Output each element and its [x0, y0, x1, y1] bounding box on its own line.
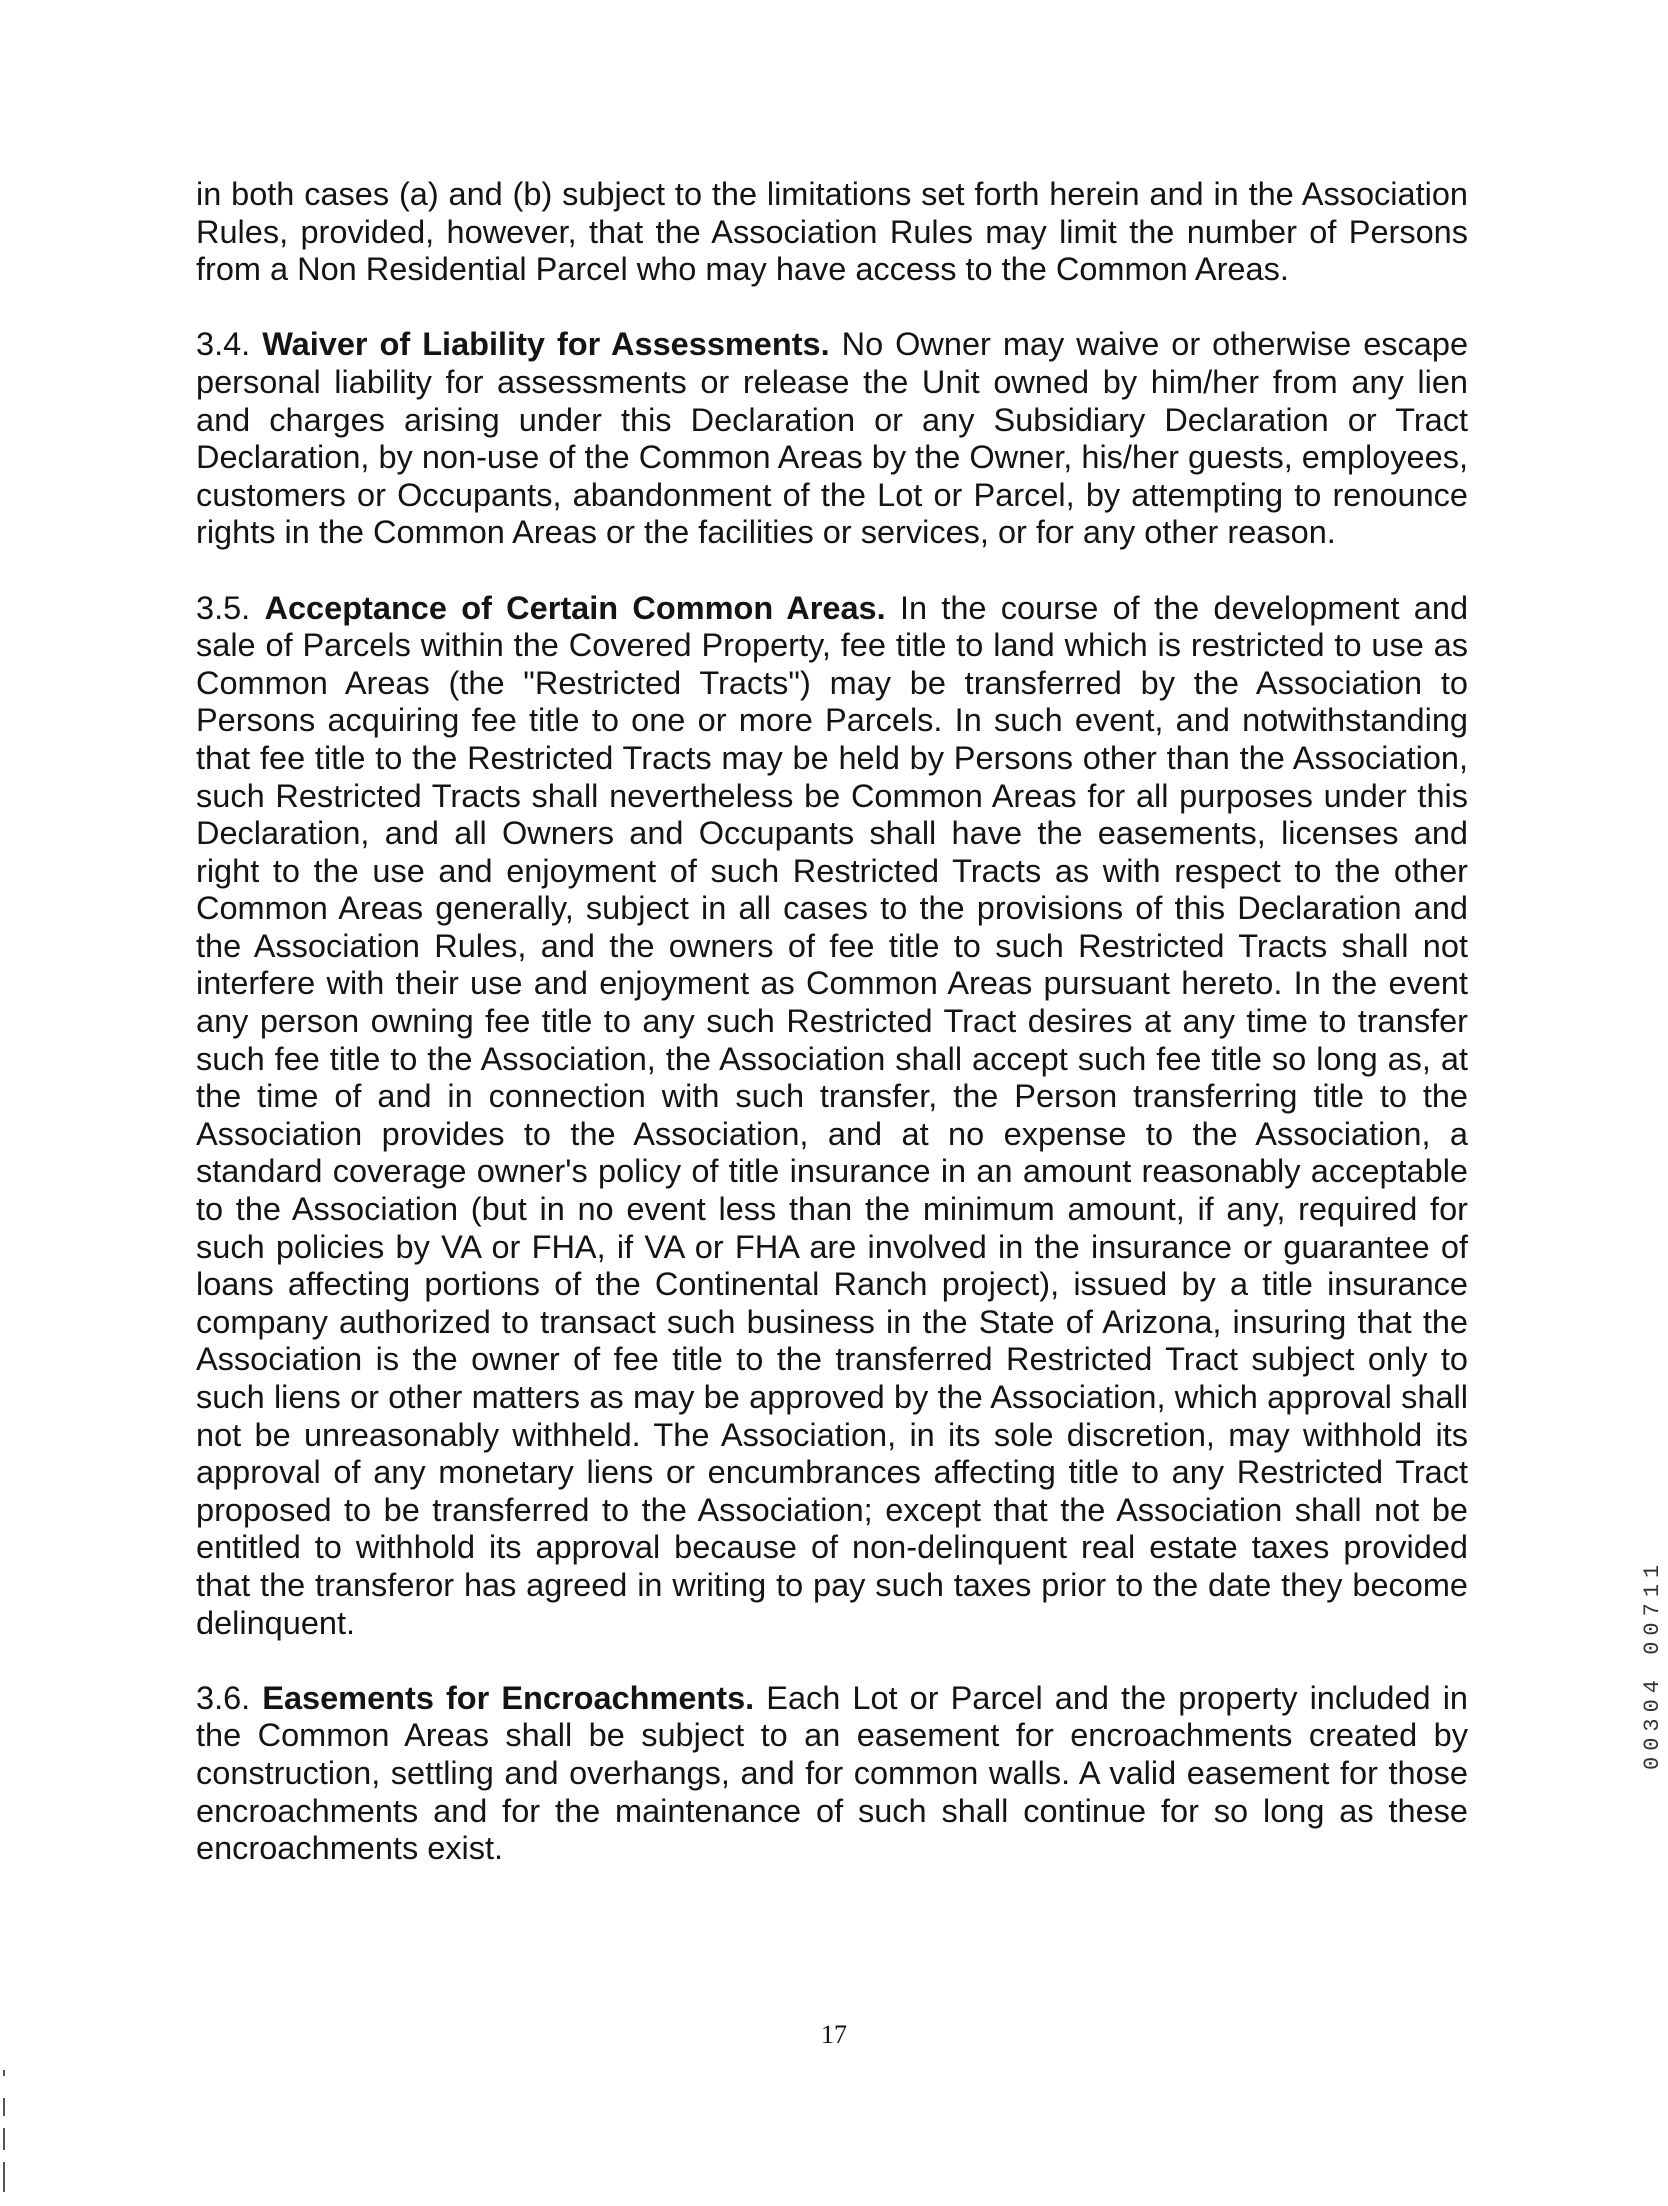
- section-3-4: [196, 326, 1468, 552]
- section-heading: Acceptance of Certain Common Areas.: [264, 589, 886, 626]
- page-number: 17: [821, 2020, 847, 2049]
- section-number: 3.6.: [196, 1679, 251, 1716]
- document-stamp: 00304 00711: [1640, 1558, 1665, 1770]
- section-3-6: [196, 1680, 1468, 1868]
- section-text: In the course of the development and sale of Parcels within the Covered Property, fee title to land which is restricted to use as Common Areas (the "Restricted Tracts") may be transferred by the Association to Persons acquiring fee title to one or more Parcels. In such event, and notwithstanding that fee title to the Restricted Tracts may be held by Persons other than the Association, such Restricted Tracts shall nevertheless be Common Areas for all purposes under this Declaration, and all Owners and Occupants shall have the easements, licenses and right to the use and enjoyment of such Restricted Tracts as with respect to the other Common Areas generally, subject in all cases to the provisions of this Declaration and the Association Rules, and the owners of fee title to such Restricted Tracts shall not interfere with their use and enjoyment as Common Areas pursuant hereto. In the event any person owning fee title to any such Restricted Tract desires at any time to transfer such fee title to the Association, the Association shall accept such fee title so long as, at the time of and in connection with such transfer, the Person transferring title to the Association provides to the Association, and at no expense to the Association, a standard coverage owner's policy of title insurance in an amount reasonably acceptable to the Association (but in no event less than the minimum amount, if any, required for such policies by VA or FHA, if VA or FHA are involved in the insurance or guarantee of loans affecting portions of the Continental Ranch project), issued by a title insurance company authorized to transact such business in the State of Arizona, insuring that the Association is the owner of fee title to the transferred Restricted Tract subject only to such liens or other matters as may be approved by the Association, which approval shall not be unreasonably withheld. The Association, in its sole discretion, may withhold its approval of any monetary liens or encumbrances affecting title to any Restricted Tract proposed to be transferred to the Association; except that the Association shall not be entitled to withhold its approval because of non-delinquent real estate taxes provided that the transferor has agreed in writing to pay such taxes prior to the date they become delinquent.: [196, 589, 1469, 1641]
- continuation-paragraph: in both cases (a) and (b) subject to the limitations set forth herein and in the Association Rules, provided, however, that the Association Rules may limit the number of Persons from a Non Residential Parcel who may have access to the Common Areas.: [196, 176, 1468, 288]
- section-3-5: [196, 590, 1468, 1643]
- section-heading: Waiver of Liability for Assessments.: [262, 326, 830, 363]
- scan-margin-mark: [3, 2128, 5, 2150]
- document-body: [196, 176, 1468, 1905]
- section-number: 3.5.: [196, 589, 251, 626]
- section-text: Each Lot or Parcel and the property included in the Common Areas shall be subject to an easement for encroachments created by construction, settling and overhangs, and for common walls. A valid easement for those encroachments and for the maintenance of such shall continue for so long as these encroachments exist.: [196, 1679, 1468, 1867]
- section-number: 3.4.: [196, 326, 251, 363]
- section-text: No Owner may waive or otherwise escape personal liability for assessments or release the Unit owned by him/her from any lien and charges arising under this Declaration or any Subsidiary Declaration or Tract Declaration, by non-use of the Common Areas by the Owner, his/her guests, employees, customers or Occupants, abandonment of the Lot or Parcel, by attempting to renounce rights in the Common Areas or the facilities or services, or for any other reason.: [196, 326, 1469, 551]
- scan-margin-mark: [3, 2098, 5, 2116]
- scan-margin-mark: [3, 2162, 5, 2192]
- scan-margin-mark: [3, 2070, 5, 2076]
- section-heading: Easements for Encroachments.: [262, 1679, 755, 1716]
